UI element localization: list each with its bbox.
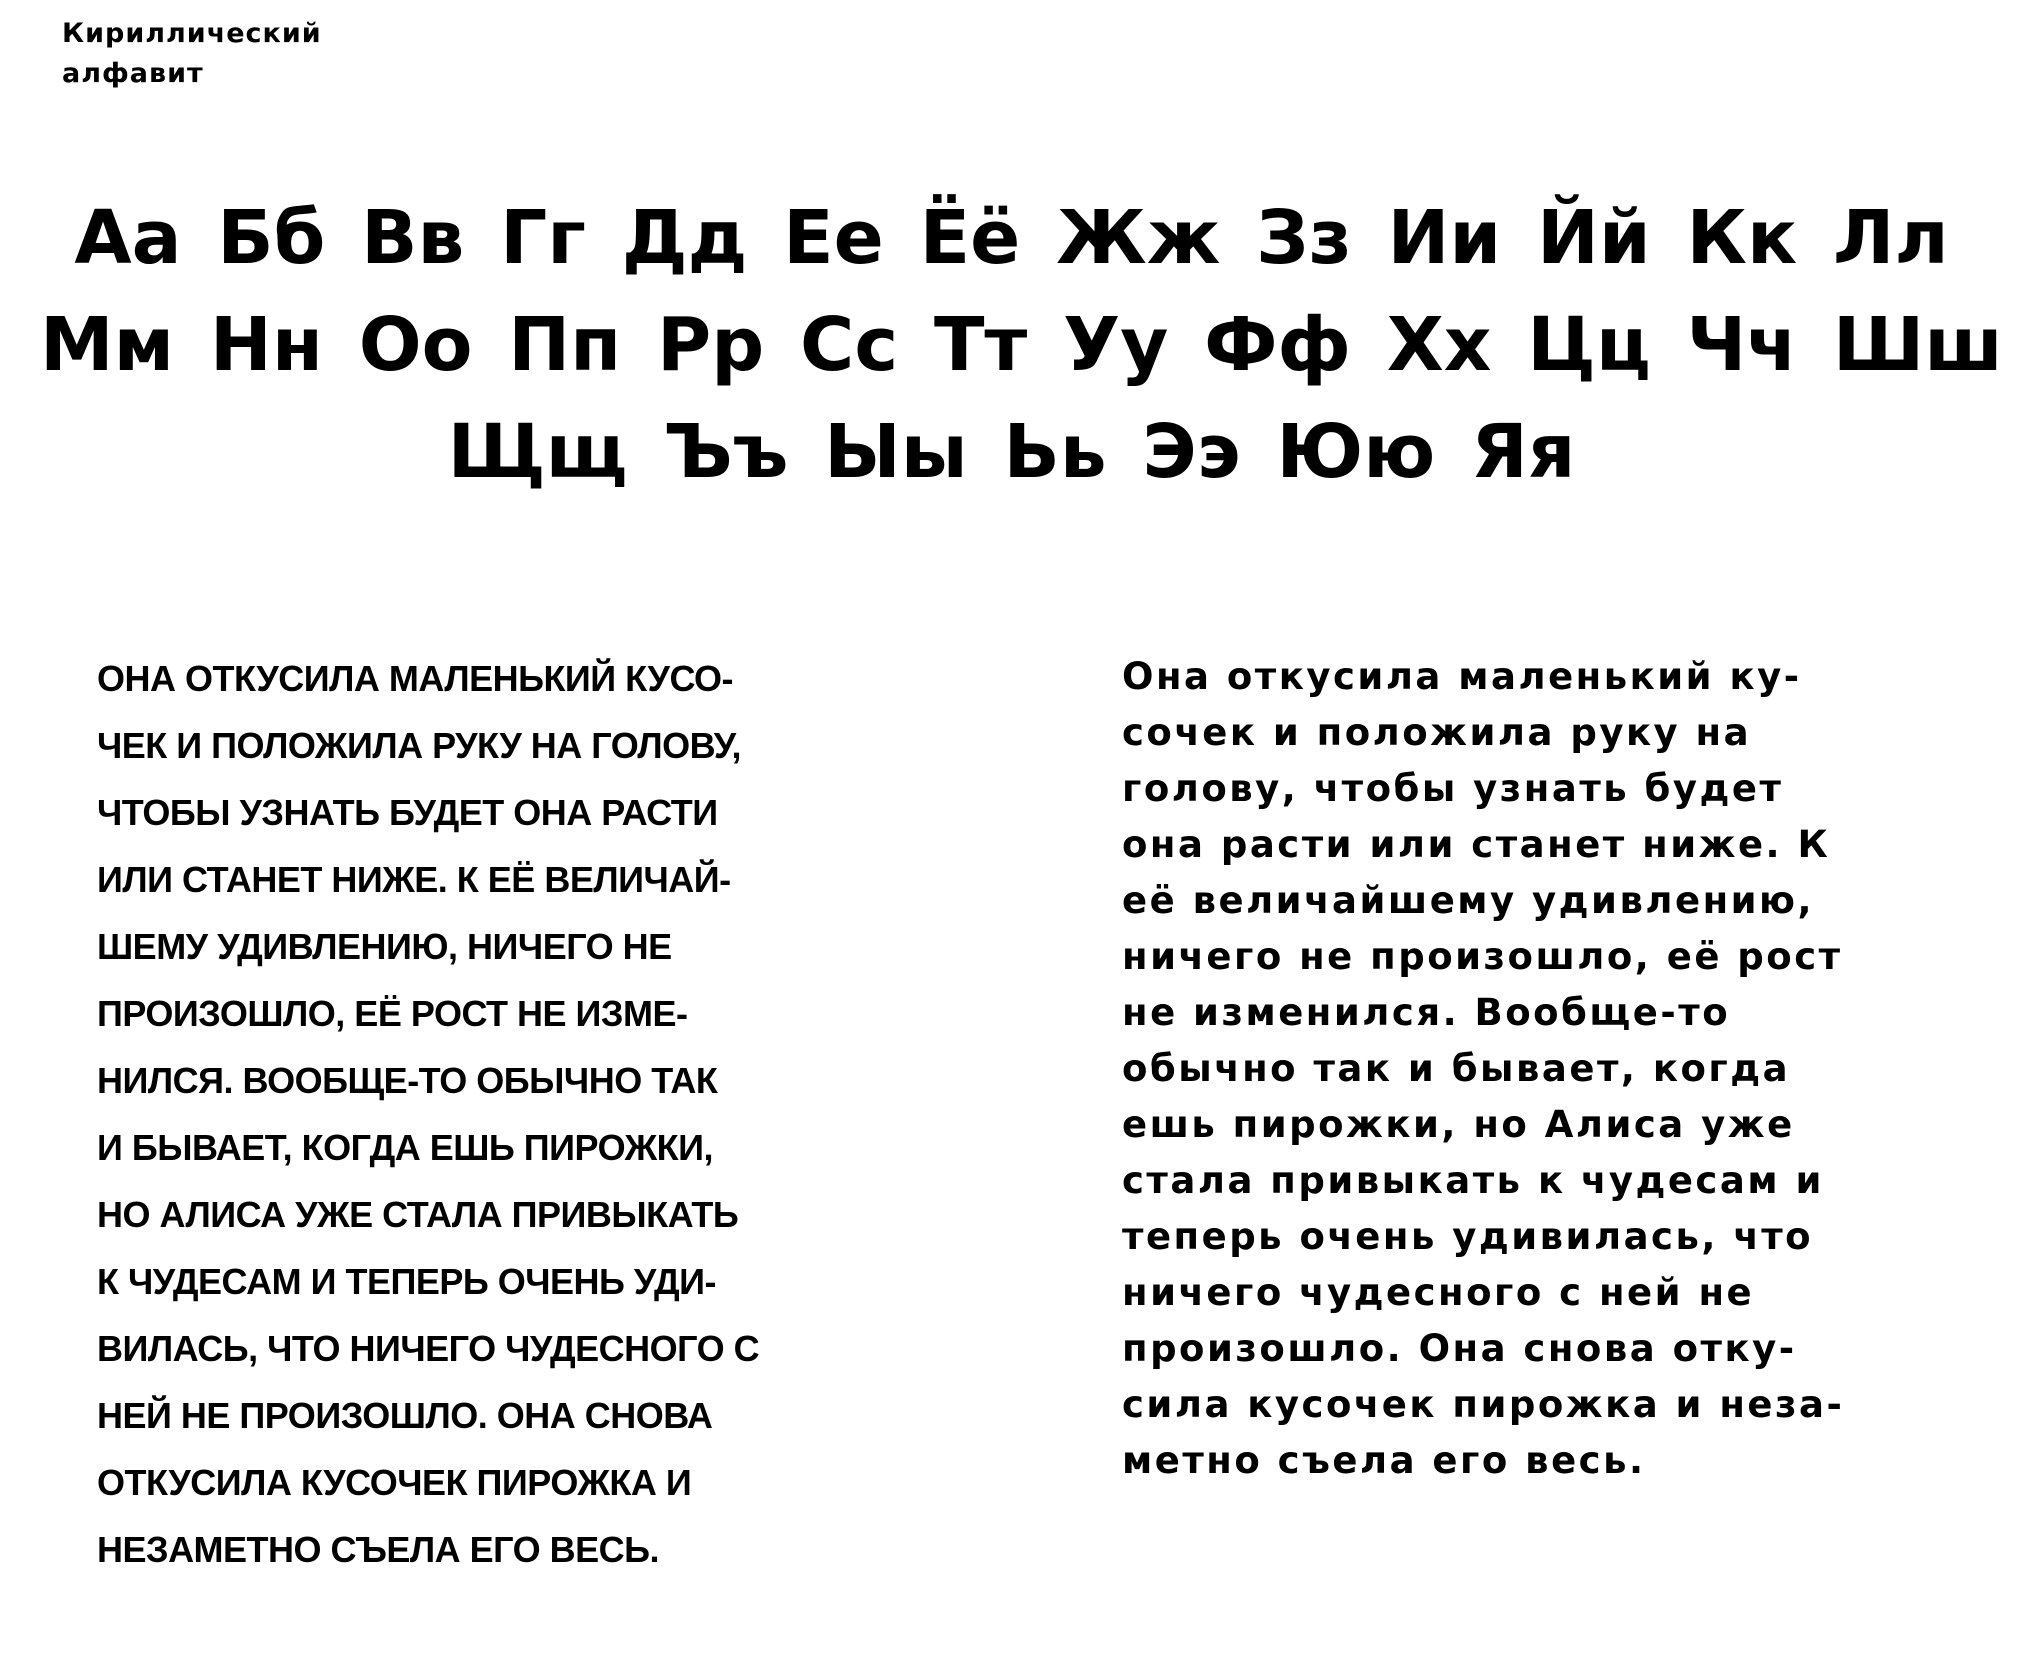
- alphabet-row: Мм Нн Оо Пп Рр Сс Тт Уу Фф Хх Цц Чч Шш: [40, 302, 2003, 388]
- heading-line-2: алфавит: [62, 58, 204, 89]
- text-line: НО АЛИСА УЖЕ СТАЛА ПРИВЫКАТЬ: [97, 1194, 739, 1235]
- alphabet-row: Аа Бб Вв Гг Дд Ее Ёё Жж Зз Ии Йй Кк Лл: [74, 195, 1949, 281]
- page-heading: [62, 14, 422, 94]
- text-line: голову, чтобы узнать будет: [1122, 767, 1784, 810]
- text-line: сочек и положила руку на: [1122, 711, 1752, 754]
- text-line: И БЫВАЕТ, КОГДА ЕШЬ ПИРОЖКИ,: [97, 1127, 713, 1168]
- alphabet-row: Щщ Ъъ Ыы Ьь Ээ Юю Яя: [447, 409, 1576, 495]
- text-line: ЧЕК И ПОЛОЖИЛА РУКУ НА ГОЛОВУ,: [97, 725, 742, 766]
- text-line: НИЛСЯ. ВООБЩЕ-ТО ОБЫЧНО ТАК: [97, 1060, 718, 1101]
- text-line: ешь пирожки, но Алиса уже: [1122, 1103, 1795, 1146]
- text-line: произошло. Она снова отку-: [1122, 1327, 1797, 1370]
- lowercase-text-column: [1122, 649, 2002, 1489]
- text-line: сила кусочек пирожка и неза-: [1122, 1383, 1845, 1426]
- text-line: ЧТОБЫ УЗНАТЬ БУДЕТ ОНА РАСТИ: [97, 792, 718, 833]
- text-line: она расти или станет ниже. К: [1122, 823, 1831, 866]
- text-line: её величайшему удивлению,: [1122, 879, 1815, 922]
- alphabet-specimen: [40, 185, 2003, 506]
- text-line: ВИЛАСЬ, ЧТО НИЧЕГО ЧУДЕСНОГО С: [97, 1328, 760, 1369]
- text-line: ШЕМУ УДИВЛЕНИЮ, НИЧЕГО НЕ: [97, 926, 672, 967]
- heading-line-1: Кириллический: [62, 18, 322, 49]
- text-line: ничего чудесного с ней не: [1122, 1271, 1755, 1314]
- text-line: ОНА ОТКУСИЛА МАЛЕНЬКИЙ КУСО-: [97, 658, 734, 699]
- text-line: НЕЙ НЕ ПРОИЗОШЛО. ОНА СНОВА: [97, 1395, 713, 1436]
- uppercase-text-column: [97, 645, 1007, 1583]
- text-line: обычно так и бывает, когда: [1122, 1047, 1791, 1090]
- text-line: стала привыкать к чудесам и: [1122, 1159, 1824, 1202]
- text-line: ПРОИЗОШЛО, ЕЁ РОСТ НЕ ИЗМЕ-: [97, 993, 688, 1034]
- text-line: НЕЗАМЕТНО СЪЕЛА ЕГО ВЕСЬ.: [97, 1529, 659, 1570]
- text-line: метно съела его весь.: [1122, 1439, 1646, 1482]
- text-line: Она откусила маленький ку-: [1122, 655, 1802, 698]
- text-line: ОТКУСИЛА КУСОЧЕК ПИРОЖКА И: [97, 1462, 692, 1503]
- text-line: ИЛИ СТАНЕТ НИЖЕ. К ЕЁ ВЕЛИЧАЙ-: [97, 859, 731, 900]
- text-line: не изменился. Вообще-то: [1122, 991, 1731, 1034]
- text-line: теперь очень удивилась, что: [1122, 1215, 1814, 1258]
- text-line: К ЧУДЕСАМ И ТЕПЕРЬ ОЧЕНЬ УДИ-: [97, 1261, 716, 1302]
- text-line: ничего не произошло, её рост: [1122, 935, 1843, 978]
